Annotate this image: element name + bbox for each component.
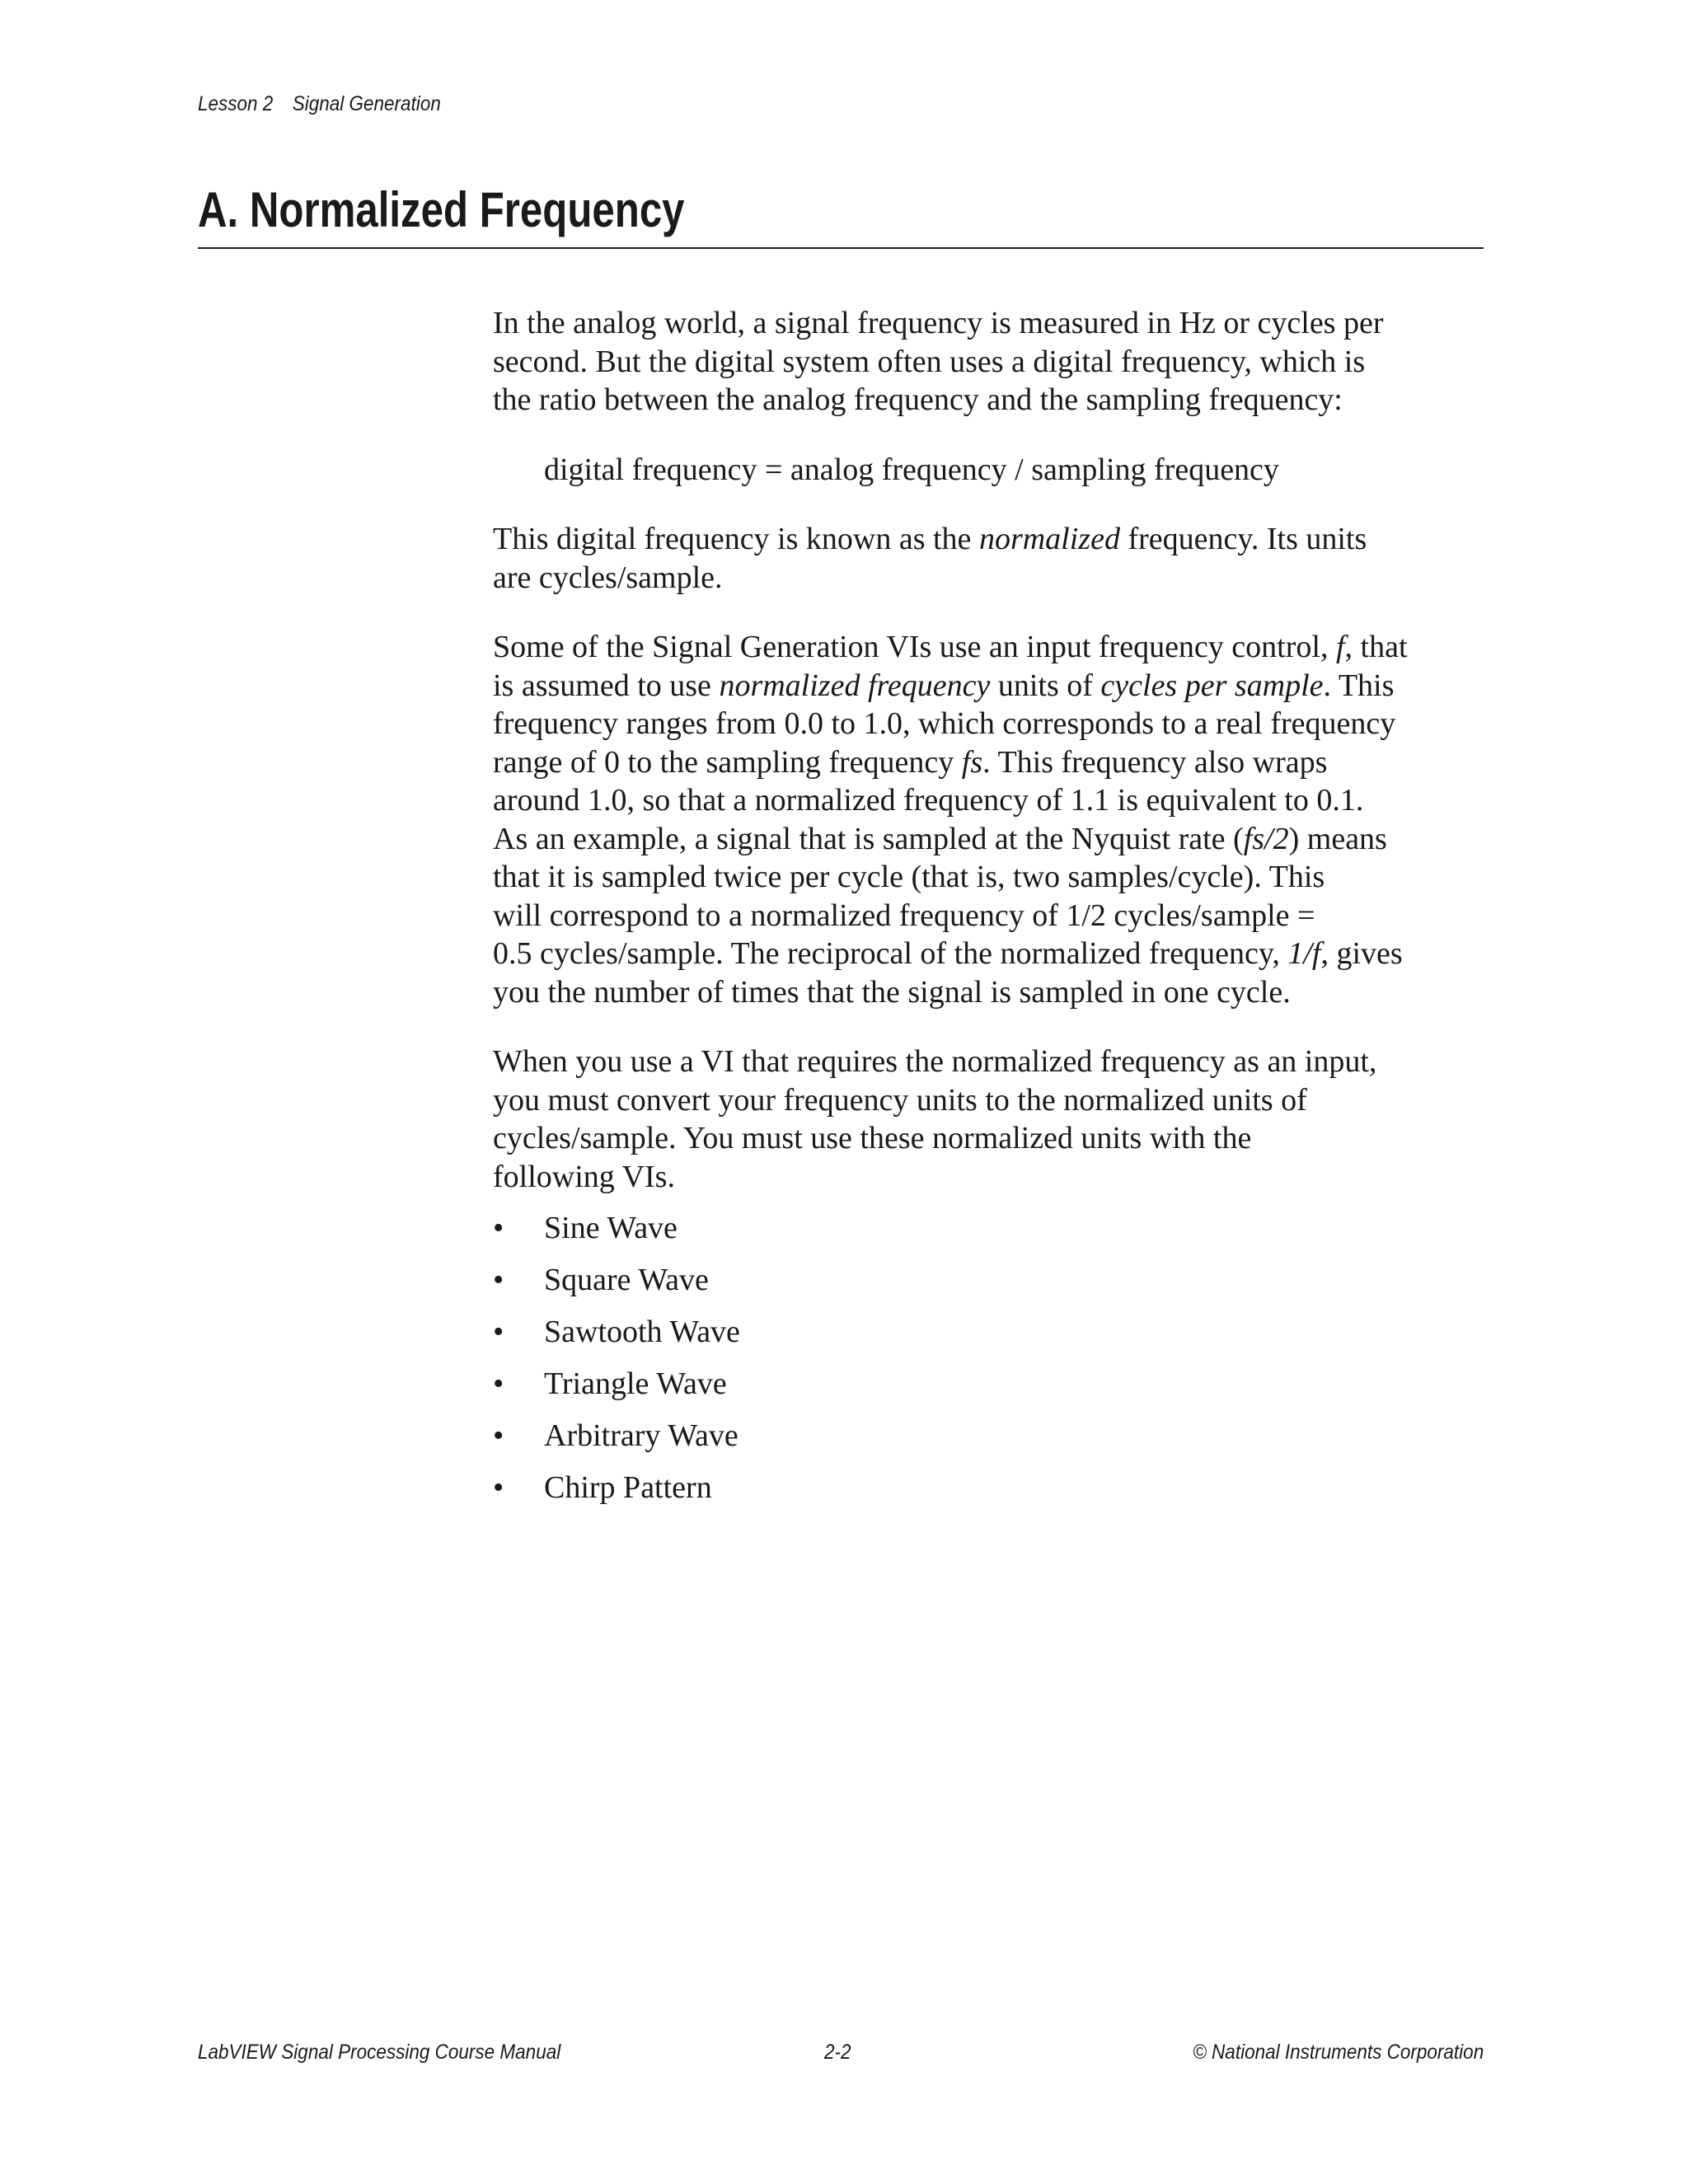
vi-name: Sawtooth Wave	[544, 1315, 740, 1349]
emphasis-reciprocal: 1/f	[1287, 936, 1321, 971]
text-line: you must convert your frequency units to the normalized units of	[493, 1082, 1307, 1118]
footer-copyright: © National Instruments Corporation	[1193, 2041, 1484, 2064]
text-line: that it is sampled twice per cycle (that is, two samples/cycle). This	[493, 860, 1325, 894]
text-run: frequency. Its units	[1119, 522, 1367, 556]
text-line	[493, 743, 1486, 782]
bullet: •	[493, 1418, 504, 1453]
text-line	[493, 628, 1486, 667]
text-line	[493, 667, 1486, 705]
bullet: •	[493, 1263, 504, 1297]
vi-name: Triangle Wave	[544, 1366, 727, 1401]
text-line: frequency ranges from 0.0 to 1.0, which corresponds to a real frequency	[493, 706, 1396, 741]
paragraph-signal-generation-vis	[493, 628, 1486, 1011]
emphasis-normalized-frequency: normalized frequency	[719, 668, 991, 703]
vi-name: Square Wave	[544, 1263, 709, 1297]
bullet: •	[493, 1211, 504, 1245]
running-head	[198, 92, 441, 116]
footer-page-number: 2-2	[824, 2041, 851, 2064]
text-line: In the analog world, a signal frequency is measured in Hz or cycles per	[493, 306, 1384, 340]
text-line	[493, 820, 1486, 859]
bullet: •	[493, 1470, 504, 1505]
text-run: range of 0 to the sampling frequency	[493, 744, 962, 780]
text-run: . This	[1323, 668, 1395, 703]
text-run: , gives	[1320, 936, 1403, 971]
bullet: •	[493, 1315, 504, 1349]
list-item	[493, 1261, 1486, 1313]
text-run: This digital frequency is known as the	[493, 522, 979, 556]
emphasis-normalized: normalized	[978, 522, 1120, 556]
list-item	[493, 1469, 1486, 1521]
paragraph-normalized	[493, 520, 1486, 597]
lesson-number: Lesson 2	[198, 92, 274, 115]
paragraph-convert-units	[493, 1043, 1486, 1196]
text-line: When you use a VI that requires the normalized frequency as an input,	[493, 1044, 1377, 1079]
emphasis-cycles-per-sample: cycles per sample	[1100, 668, 1324, 703]
text-run: , that	[1344, 630, 1408, 664]
text-line	[493, 520, 1486, 559]
list-item	[493, 1313, 1486, 1365]
bullet: •	[493, 1366, 504, 1401]
text-run: 0.5 cycles/sample. The reciprocal of the normalized frequency,	[493, 936, 1288, 971]
text-line: you the number of times that the signal is sampled in one cycle.	[493, 974, 1291, 1010]
text-run: units of	[990, 668, 1101, 703]
list-item	[493, 1209, 1486, 1261]
text-run: Some of the Signal Generation VIs use an input frequency control,	[493, 630, 1336, 664]
text-line: around 1.0, so that a normalized frequency of 1.1 is equivalent to 0.1.	[493, 783, 1364, 818]
text-run: . This frequency also wraps	[982, 744, 1328, 780]
chapter-name: Signal Generation	[292, 92, 441, 115]
text-line: will correspond to a normalized frequency of 1/2 cycles/sample =	[493, 898, 1315, 933]
emphasis-fs-half: fs/2	[1243, 821, 1289, 856]
vi-name: Sine Wave	[544, 1211, 678, 1245]
text-line: second. But the digital system often uses a digital frequency, which is	[493, 344, 1366, 379]
vi-name: Arbitrary Wave	[544, 1418, 738, 1453]
text-line: the ratio between the analog frequency and the sampling frequency:	[493, 382, 1343, 417]
vi-list	[493, 1209, 1486, 1521]
title-rule	[198, 247, 1484, 249]
formula-digital-frequency: digital frequency = analog frequency / sampling frequency	[544, 452, 1279, 487]
text-run: ) means	[1288, 821, 1387, 856]
text-line	[493, 935, 1486, 973]
vi-name: Chirp Pattern	[544, 1470, 712, 1505]
text-line: cycles/sample. You must use these normalized units with the	[493, 1121, 1252, 1155]
text-line: are cycles/sample.	[493, 560, 723, 595]
emphasis-fs: fs	[961, 744, 983, 780]
text-run: is assumed to use	[493, 668, 720, 703]
paragraph-analog-world	[493, 304, 1486, 419]
text-run: As an example, a signal that is sampled at the Nyquist rate (	[493, 821, 1244, 856]
emphasis-f: f	[1335, 630, 1345, 664]
footer-manual-title: LabVIEW Signal Processing Course Manual	[198, 2041, 561, 2064]
list-item	[493, 1365, 1486, 1417]
list-item	[493, 1417, 1486, 1469]
text-line: following VIs.	[493, 1159, 675, 1194]
body-text	[493, 304, 1486, 1521]
section-title: A. Normalized Frequency	[198, 182, 685, 237]
